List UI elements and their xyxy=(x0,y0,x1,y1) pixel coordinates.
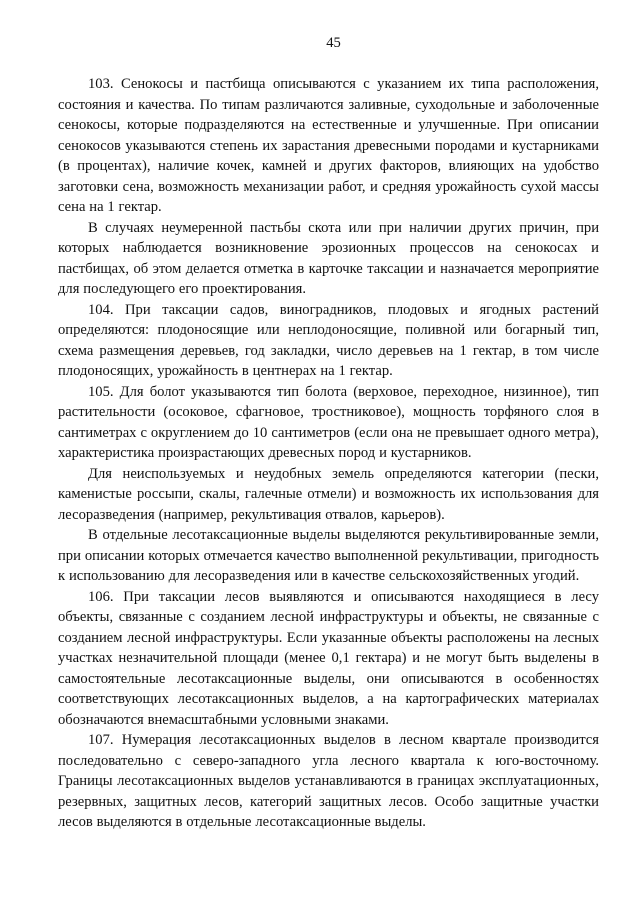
paragraph-103: 103. Сенокосы и пастбища описываются с указанием их типа расположения, состояния и качества. По типам различаются заливные, суходольные и заболоченные сенокосы, которые подразделяются на естественные и улучшенные. При описании сенокосов указываются степень их зарастания древесными породами и кустарниками (в процентах), наличие кочек, камней и других факторов, влияющих на удобство заготовки сена, возможность механизации работ, и средняя урожайность сухой массы сена на 1 гектар. xyxy=(58,76,599,215)
paragraph-103-continued: В случаях неумеренной пастьбы скота или при наличии других причин, при которых наблюдается возникновение эрозионных процессов на сенокосах и пастбищах, об этом делается отметка в карточке таксации и назначается мероприятие для последующего его проектирования. xyxy=(58,219,599,297)
paragraph-105-recultivated-lands: В отдельные лесотаксационные выделы выделяются рекультивированные земли, при описании которых отмечается качество выполненной рекультивации, пригодность к использованию для лесоразведения или в качестве сельскохозяйственных угодий. xyxy=(58,527,599,584)
paragraph-105-unused-lands: Для неиспользуемых и неудобных земель определяются категории (пески, каменистые россыпи, скалы, галечные отмели) и возможность их использования для лесоразведения (например, рекультивация отвалов, карьеров). xyxy=(58,465,599,523)
paragraph-105: 105. Для болот указываются тип болота (верховое, переходное, низинное), тип растительности (осоковое, сфагновое, тростниковое), мощность торфяного слоя в сантиметрах с округлением до 10 сантиметров (если она не превышает одного метра), характеристика произрастающих древесных пород и кустарников. xyxy=(58,383,599,461)
paragraph-104: 104. При таксации садов, виноградников, плодовых и ягодных растений определяются: плодоносящие или неплодоносящие, поливной или богарный тип, схема размещения деревьев, год закладки, число деревьев на 1 гектар, в том числе плодоносящих, урожайность в центнерах на 1 гектар. xyxy=(58,301,599,379)
paragraph-107: 107. Нумерация лесотаксационных выделов в лесном квартале производится последовательно с северо-западного угла лесного квартала к юго-восточному. Границы лесотаксационных выделов устанавливаются в границах эксплуатационных, резервных, защитных лесов, категорий защитных лесов. Особо защитные участки лесов выделяются в отдельные лесотаксационные выделы. xyxy=(58,732,599,830)
paragraph-106: 106. При таксации лесов выявляются и описываются находящиеся в лесу объекты, связанные с созданием лесной инфраструктуры и объекты, не связанные с созданием лесной инфраструктуры. Если указанные объекты расположены на лесных участках незначительной площади (менее 0,1 гектара) и не могут быть выделены в самостоятельные лесотаксационные выделы, они описываются в особенностях соответствующих лесотаксационных выделов, а на картографических материалах обозначаются внемасштабными условными знаками. xyxy=(58,588,599,728)
page-number: 45 xyxy=(326,35,341,51)
